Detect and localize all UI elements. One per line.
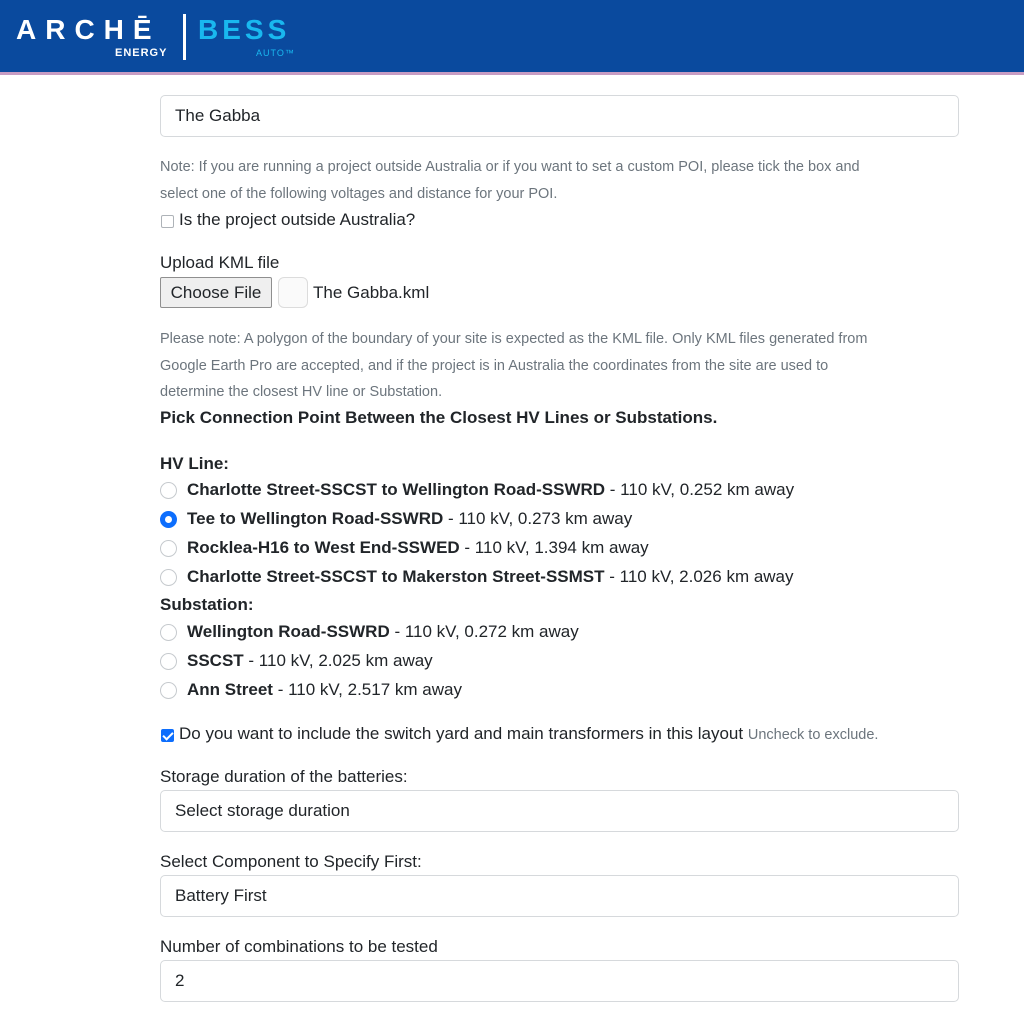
storage-duration-label: Storage duration of the batteries:: [160, 767, 408, 786]
kml-upload-label: Upload KML file: [160, 253, 280, 272]
kml-note-line3: determine the closest HV line or Substation.: [160, 384, 443, 400]
top-header: [0, 0, 1024, 75]
hv-line-name-2: Rocklea-H16 to West End-SSWED: [187, 538, 460, 557]
outside-australia-label: Is the project outside Australia?: [179, 210, 416, 229]
file-thumbnail-icon: [278, 277, 308, 308]
arche-energy-logo[interactable]: [16, 14, 171, 59]
outside-australia-checkbox[interactable]: [161, 215, 174, 228]
bess-auto-logo[interactable]: [198, 14, 295, 58]
substation-detail-2: - 110 kV, 2.517 km away: [272, 680, 462, 699]
component-first-label: Select Component to Specify First:: [160, 852, 422, 871]
kml-note-line2: Google Earth Pro are accepted, and if the project is in Australia the coordinates from the site are used to: [160, 357, 829, 374]
bess-logo-sub: AUTO™: [256, 48, 295, 58]
substation-name-1: SSCST: [187, 651, 244, 670]
hv-line-radio-3[interactable]: [160, 569, 177, 586]
switch-yard-hint: Uncheck to exclude.: [747, 727, 879, 743]
substation-radio-1[interactable]: [160, 653, 177, 670]
substation-name-0: Wellington Road-SSWRD: [187, 622, 390, 641]
kml-note: [160, 326, 960, 406]
combinations-input[interactable]: 2: [160, 960, 959, 1002]
switch-yard-checkbox[interactable]: [161, 729, 174, 742]
hv-line-label: HV Line:: [160, 454, 229, 473]
project-name-input[interactable]: The Gabba: [160, 95, 959, 137]
hv-line-name-3: Charlotte Street-SSCST to Makerston Street-SSMST: [187, 567, 605, 586]
switch-yard-label: [179, 724, 878, 744]
choose-file-button[interactable]: Choose File: [160, 277, 272, 308]
hv-line-detail-0: - 110 kV, 0.252 km away: [605, 480, 795, 499]
kml-note-line1: Please note: A polygon of the boundary of your site is expected as the KML file. Only KML files generated from: [160, 331, 868, 347]
substation-radio-2[interactable]: [160, 682, 177, 699]
switch-yard-label-text: Do you want to include the switch yard and main transformers in this layout: [179, 724, 744, 743]
logo-divider: [183, 14, 186, 60]
storage-duration-select[interactable]: Select storage duration: [160, 790, 959, 832]
hv-line-detail-1: - 110 kV, 0.273 km away: [443, 509, 633, 528]
arche-logo-sub: ENERGY: [115, 47, 168, 59]
hv-line-name-1: Tee to Wellington Road-SSWRD: [187, 509, 444, 528]
custom-poi-note: [160, 154, 960, 207]
substation-detail-1: - 110 kV, 2.025 km away: [243, 651, 433, 670]
hv-line-radio-1[interactable]: [160, 511, 177, 528]
substation-label: Substation:: [160, 595, 254, 614]
component-first-select[interactable]: Battery First: [160, 875, 959, 917]
custom-poi-note-line1: Note: If you are running a project outside Australia or if you want to set a custom POI, please tick the box and: [160, 159, 860, 175]
hv-line-detail-3: - 110 kV, 2.026 km away: [604, 567, 794, 586]
hv-line-name-0: Charlotte Street-SSCST to Wellington Road-SSWRD: [187, 480, 606, 499]
connection-heading: Pick Connection Point Between the Closest HV Lines or Substations.: [160, 408, 718, 427]
substation-name-2: Ann Street: [187, 680, 273, 699]
hv-line-radio-2[interactable]: [160, 540, 177, 557]
hv-line-radio-0[interactable]: [160, 482, 177, 499]
substation-radio-0[interactable]: [160, 624, 177, 641]
arche-logo-word: ARCHĒ: [16, 14, 161, 45]
bess-logo-word: BESS: [198, 14, 291, 45]
substation-detail-0: - 110 kV, 0.272 km away: [389, 622, 579, 641]
custom-poi-note-line2: select one of the following voltages and distance for your POI.: [160, 185, 558, 202]
selected-file-name: The Gabba.kml: [313, 283, 430, 302]
hv-line-detail-2: - 110 kV, 1.394 km away: [459, 538, 649, 557]
combinations-label: Number of combinations to be tested: [160, 937, 438, 956]
